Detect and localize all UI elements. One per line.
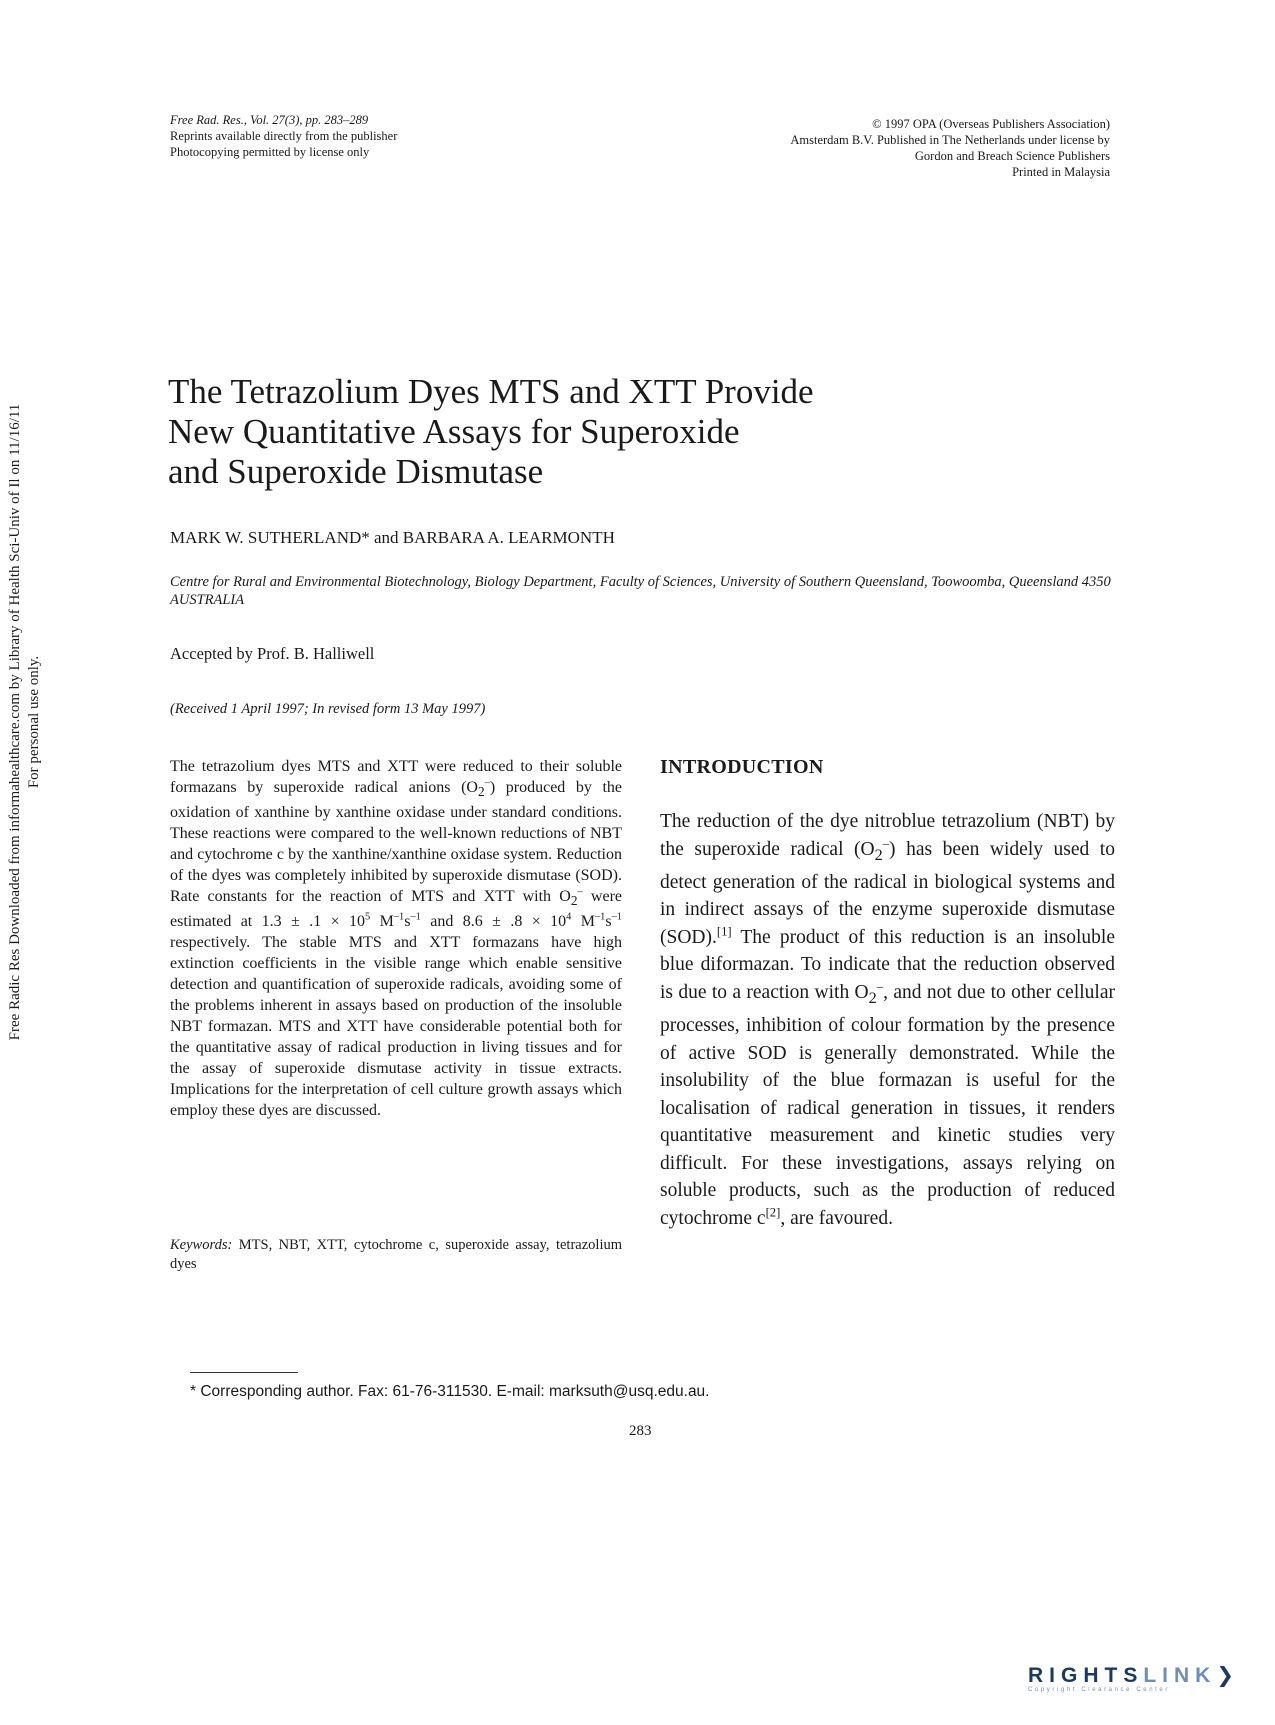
keywords-label: Keywords: <box>170 1237 233 1253</box>
title-line-2: New Quantitative Assays for Superoxide <box>168 412 740 451</box>
superscript: 4 <box>566 912 572 924</box>
footnote-rule <box>190 1372 298 1373</box>
superscript: –1 <box>594 912 606 924</box>
chevron-icon: ❯ <box>1216 1664 1240 1687</box>
superscript: – <box>484 777 490 789</box>
page-number: 283 <box>629 1423 652 1439</box>
affiliation: Centre for Rural and Environmental Biotechnology, Biology Department, Faculty of Sciences, University of Southern Queensland, Toowoomba, Queensland 4350 AUSTRALIA <box>170 574 1111 608</box>
citation-ref: [1] <box>716 924 732 939</box>
printed-in: Printed in Malaysia <box>1012 165 1110 179</box>
subscript: 2 <box>570 893 578 909</box>
copyright-line: © 1997 OPA (Overseas Publishers Association) <box>872 117 1110 131</box>
download-watermark <box>6 222 50 1222</box>
photocopy-note: Photocopying permitted by license only <box>170 145 370 159</box>
rightslink-wordmark <box>1028 1663 1258 1688</box>
abstract-text: ) produced by the oxidation of xanthine by xanthine oxidase under standard conditions. These reactions were compared to the well-known reductions of NBT and cytochrome c by the xanthine/xanthine oxidase system. Reduction of the dyes was completely inhibited by superoxide dismutase (SOD). Rate constants for the reaction of MTS and XTT with O <box>170 779 623 906</box>
keywords <box>170 1236 622 1274</box>
superscript: – <box>577 886 583 898</box>
publisher-line: Amsterdam B.V. Published in The Netherlands under license by <box>790 133 1110 147</box>
rightslink-light: LINK <box>1143 1664 1217 1687</box>
download-line: Free Radic Res Downloaded from informahealthcare.com by Library of Health Sci-Univ of Il on 11/16/11 <box>7 403 23 1041</box>
abstract-text: M <box>571 913 595 931</box>
citation-ref: [2] <box>765 1205 781 1220</box>
abstract-text: s <box>404 913 411 931</box>
title-line-3: and Superoxide Dismutase <box>168 452 544 491</box>
body-text: ) has been widely used to detect generation of the radical in biological systems and in indirect assays of the enzyme superoxide dismutase (SOD). <box>660 838 1115 948</box>
abstract-text: and 8.6 ± .8 × 10 <box>420 913 567 931</box>
publisher-name: Gordon and Breach Science Publishers <box>914 149 1110 163</box>
received-dates: (Received 1 April 1997; In revised form 13 May 1997) <box>170 701 486 717</box>
subscript: 2 <box>868 988 877 1007</box>
abstract <box>170 756 622 1121</box>
superscript: –1 <box>393 912 405 924</box>
superscript: –1 <box>611 912 622 924</box>
superscript: – <box>882 836 890 850</box>
subscript: 2 <box>477 784 485 800</box>
superscript: – <box>876 979 884 994</box>
rightslink-logo[interactable] <box>1028 1663 1258 1703</box>
personal-use-line: For personal use only. <box>26 655 42 789</box>
abstract-text: respectively. The stable MTS and XTT formazans have high extinction coefficients in the visible range which enable sensitive detection and quantification of superoxide radicals, avoiding some of the problems inherent in assays based on production of the insoluble NBT formazan. MTS and XTT have considerable potential both for the quantitative assay of radical production in living tissues and for the assay of superoxide dismutase activity in tissue extracts. Implications for the interpretation of cell culture growth assays which employ these dyes are discussed. <box>170 934 622 1120</box>
body-text: , are favoured. <box>780 1207 893 1229</box>
superscript: –1 <box>410 912 421 924</box>
body-text: The reduction of the dye nitroblue tetrazolium (NBT) by the superoxide radical (O <box>660 811 1115 860</box>
introduction-paragraph <box>660 808 1115 1232</box>
abstract-text: were estimated at 1.3 ± .1 × 10 <box>170 888 622 931</box>
section-heading-introduction: INTRODUCTION <box>660 756 824 778</box>
body-text: The product of this reduction is an insoluble blue diformazan. To indicate that the reduction observed is due to a reaction with O <box>660 926 1115 1003</box>
author-list: MARK W. SUTHERLAND* and BARBARA A. LEARMONTH <box>170 528 615 547</box>
rightslink-dark: RIGHTS <box>1028 1664 1144 1687</box>
title-line-1: The Tetrazolium Dyes MTS and XTT Provide <box>168 372 814 411</box>
superscript: 5 <box>365 912 371 924</box>
article-title <box>168 372 968 492</box>
accepted-by: Accepted by Prof. B. Halliwell <box>170 644 375 663</box>
subscript: 2 <box>874 845 883 864</box>
corresponding-author-footnote: * Corresponding author. Fax: 61-76-311530. E-mail: marksuth@usq.edu.au. <box>190 1383 710 1400</box>
abstract-text: M <box>370 913 394 931</box>
journal-citation: Free Rad. Res., Vol. 27(3), pp. 283–289 <box>170 113 369 127</box>
running-header-left <box>170 112 590 160</box>
running-header-right <box>700 116 1110 180</box>
keywords-text: MTS, NBT, XTT, cytochrome c, superoxide assay, tetrazolium dyes <box>170 1237 622 1272</box>
body-text: , and not due to other cellular processes, inhibition of colour formation by the presence of active SOD is generally demonstrated. While the insolubility of the blue formazan is useful for the localisation of radical generation in tissues, it renders quantitative measurement and kinetic studies very difficult. For these investigations, assays relying on soluble products, such as the production of reduced cytochrome c <box>660 981 1115 1229</box>
abstract-text: s <box>605 913 612 931</box>
abstract-text: The tetrazolium dyes MTS and XTT were reduced to their soluble formazans by superoxide radical anions (O <box>170 758 622 796</box>
reprints-note: Reprints available directly from the publisher <box>170 129 398 143</box>
rightslink-tagline: Copyright Clearance Center <box>1028 1687 1170 1693</box>
